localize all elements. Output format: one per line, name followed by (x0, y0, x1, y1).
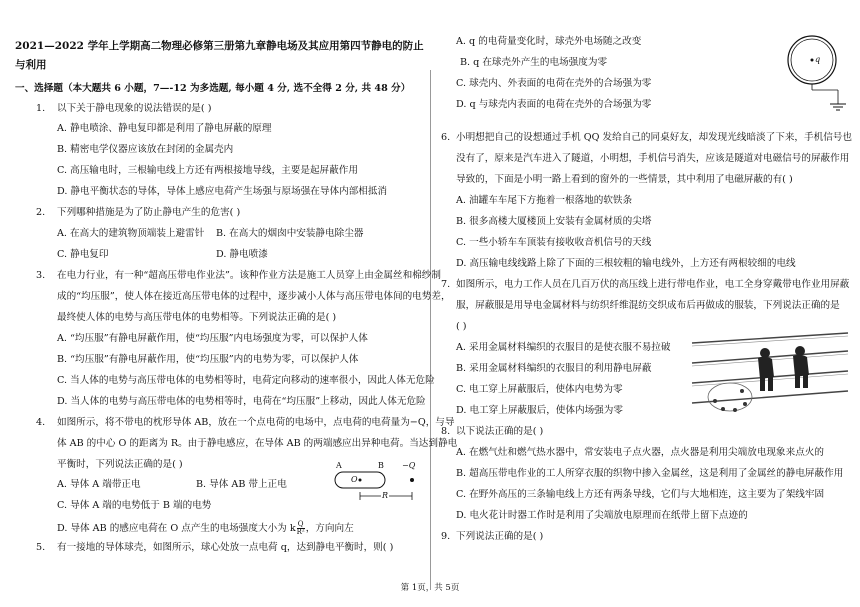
q3-number: 3. (36, 270, 46, 281)
q3-stem-line1: 在电力行业，有一种“超高压带电作业法”。该种作业方法是施工人员穿上由金属丝和棉纱制 (57, 270, 441, 281)
center-charge (811, 59, 814, 62)
q6-stem-line1: 小明想把自己的设想通过手机 QQ 发给自己的同桌好友，却发现光线暗淡了下来，手机信号也 (456, 132, 852, 143)
q4-option-d-text: D. 导体 AB 的感应电荷在 O 点产生的电场强度大小为 k (57, 523, 296, 534)
q4-option-b: B. 导体 AB 带上正电 (196, 479, 287, 490)
q7-option-c: C. 电工穿上屏蔽服后，使体内电势为零 (456, 384, 623, 395)
q4-figure-label-a: A (336, 461, 342, 470)
q4-stem-line3: 平衡时，下列说法正确的是( ) (57, 459, 183, 470)
q7-number: 7. (441, 279, 451, 290)
q1-option-c: C. 高压输电时，三根输电线上方还有两根接地导线，主要是起屏蔽作用 (57, 165, 358, 176)
q8-number: 8. (441, 426, 451, 437)
q3-option-c: C. 当人体的电势与高压带电体的电势相等时，电荷定向移动的速率很小，因此人体无危险 (57, 375, 435, 386)
q4-stem-line2: 体 AB 的中心 O 的距离为 R。由于静电感应，在导体 AB 的两端感应出异种电荷。当达到静电 (57, 438, 458, 449)
q4-stem-line1: 如图所示，将不带电的枕形导体 AB，放在一个点电荷的电场中，点电荷的电荷量为−Q，与导 (57, 417, 455, 428)
q6-option-c: C. 一些小轿车车顶装有接收收音机信号的天线 (456, 237, 652, 248)
page-footer: 第 1页，共 5页 (400, 583, 460, 593)
q1-option-d: D. 静电平衡状态的导体，导体上感应电荷产生场强与原场强在导体内部相抵消 (57, 186, 388, 197)
q8-option-b: B. 超高压带电作业的工人所穿衣服的织物中掺入金属丝，这是利用了金属丝的静电屏蔽作用 (456, 468, 844, 479)
column-divider (430, 70, 431, 590)
q5-figure-label-q: q (815, 55, 821, 64)
q5-stem: 有一接地的导体球壳，如图所示，球心处放一点电荷 q，达到静电平衡时，则( ) (57, 542, 394, 553)
q3-stem-line2: 成的“均压服”，使人体在接近高压带电体的过程中，逐步减小人体与高压带电体间的电势差， (57, 291, 451, 302)
q9-stem: 下列说法正确的是( ) (456, 531, 544, 542)
q7-stem-line1: 如图所示，电力工作人员在几百万伏的高压线上进行带电作业，电工全身穿戴带电作业用屏蔽 (456, 279, 850, 290)
q8-option-c: C. 在野外高压的三条输电线上方还有两条导线，它们与大地相连，这主要为了架线牢固 (456, 489, 825, 500)
q2-option-a: A. 在高大的建筑物顶端装上避雷针 (57, 228, 205, 239)
q7-option-d: D. 电工穿上屏蔽服后，使体内场强为零 (456, 405, 623, 416)
q3-option-d: D. 当人体的电势与高压带电体的电势相等时，电荷在“均压服”上移动，因此人体无危险 (57, 396, 426, 407)
q5-figure (780, 30, 850, 120)
q7-stem-line3: ( ) (456, 321, 467, 332)
q8-option-a: A. 在燃气灶和燃气热水器中，常安装电子点火器，点火器是利用尖端放电现象来点火的 (456, 447, 824, 458)
q2-option-c: C. 静电复印 (57, 249, 109, 260)
center-point-o (359, 479, 362, 482)
q4-figure-label-b: B (378, 461, 384, 470)
point-charge (410, 478, 414, 482)
q6-option-b: B. 很多高楼大厦楼顶上安装有金属材质的尖塔 (456, 216, 652, 227)
q4-figure-label-o: O (351, 475, 358, 484)
spacer-ring (708, 383, 752, 411)
q9-number: 9. (441, 531, 451, 542)
q4-fraction-denominator: R² (296, 528, 305, 536)
q2-number: 2. (36, 207, 46, 218)
doc-title-line1: 2021—2022 学年上学期高二物理必修第三册第九章静电场及其应用第四节静电的防止 (15, 40, 424, 52)
q5-option-b: B. q 在球壳外产生的电场强度为零 (460, 57, 608, 68)
section-heading: 一、选择题（本大题共 6 小题，7—-12 为多选题, 每小题 4 分, 选不全得 2 分, 共 48 分） (15, 83, 411, 94)
q1-option-b: B. 精密电学仪器应该放在封闭的金属壳内 (57, 144, 234, 155)
q4-option-d-tail: ，方向向左 (305, 523, 354, 534)
q6-stem-line2: 没有了，原来是汽车进入了隧道，小明想，手机信号消失，应该是隧道对电磁信号的屏蔽作用 (456, 153, 850, 164)
q4-number: 4. (36, 417, 46, 428)
q1-stem: 以下关于静电现象的说法错误的是( ) (57, 103, 212, 114)
q4-option-a: A. 导体 A 端带正电 (57, 479, 141, 490)
q1-option-a: A. 静电喷涂、静电复印都是利用了静电屏蔽的原理 (57, 123, 272, 134)
q1-number: 1. (36, 103, 46, 114)
q7-figure (690, 325, 850, 430)
q4-figure-label-r: R (382, 491, 389, 500)
q3-option-a: A. “均压服”有静电屏蔽作用，使“均压服”内电场强度为零，可以保护人体 (57, 333, 368, 344)
q4-fraction (297, 521, 305, 536)
q3-option-b: B. “均压服”有静电屏蔽作用，使“均压服”内的电势为零，可以保护人体 (57, 354, 359, 365)
q4-fraction-numerator: Q (297, 520, 304, 528)
q6-option-d: D. 高压输电线线路上除了下面的三根较粗的输电线外，上方还有两根较细的电线 (456, 258, 796, 269)
q2-stem: 下列哪种措施是为了防止静电产生的危害( ) (57, 207, 241, 218)
q6-option-a: A. 油罐车车尾下方拖着一根落地的软铁条 (456, 195, 633, 206)
q2-option-d: D. 静电喷漆 (216, 249, 268, 260)
q3-stem-line3: 最终使人体的电势与高压带电体的电势相等。下列说法正确的是( ) (57, 312, 337, 323)
q7-option-a: A. 采用金属材料编织的衣服目的是使衣服不易拉破 (456, 342, 671, 353)
q5-option-a: A. q 的电荷量变化时，球壳外电场随之改变 (456, 36, 642, 47)
worker-right (793, 346, 809, 388)
q8-option-d: D. 电火花计时器工作时是利用了尖端放电原理而在纸带上留下点迹的 (456, 510, 748, 521)
q4-figure-label-q: −Q (402, 461, 416, 470)
q5-option-c: C. 球壳内、外表面的电荷在壳外的合场强为零 (456, 78, 652, 89)
q5-number: 5. (36, 542, 46, 553)
q2-option-b: B. 在高大的烟囱中安装静电除尘器 (216, 228, 364, 239)
q5-option-d: D. q 与球壳内表面的电荷在壳外的合场强为零 (456, 99, 652, 110)
q6-number: 6. (441, 132, 451, 143)
worker-left (758, 348, 774, 391)
q4-option-c: C. 导体 A 端的电势低于 B 端的电势 (57, 500, 212, 511)
q8-stem: 以下说法正确的是( ) (456, 426, 544, 437)
q7-option-b: B. 采用金属材料编织的衣服目的利用静电屏蔽 (456, 363, 652, 374)
q6-stem-line3: 导致的，下面是小明一路上看到的窗外的一些情景，其中利用了电磁屏蔽的有( ) (456, 174, 793, 185)
q4-option-d (57, 521, 354, 536)
doc-title-line2: 与利用 (15, 59, 47, 71)
q7-stem-line2: 服，屏蔽服是用导电金属材料与纺织纤维混纺交织成布后再做成的服装，下列说法正确的是 (456, 300, 840, 311)
